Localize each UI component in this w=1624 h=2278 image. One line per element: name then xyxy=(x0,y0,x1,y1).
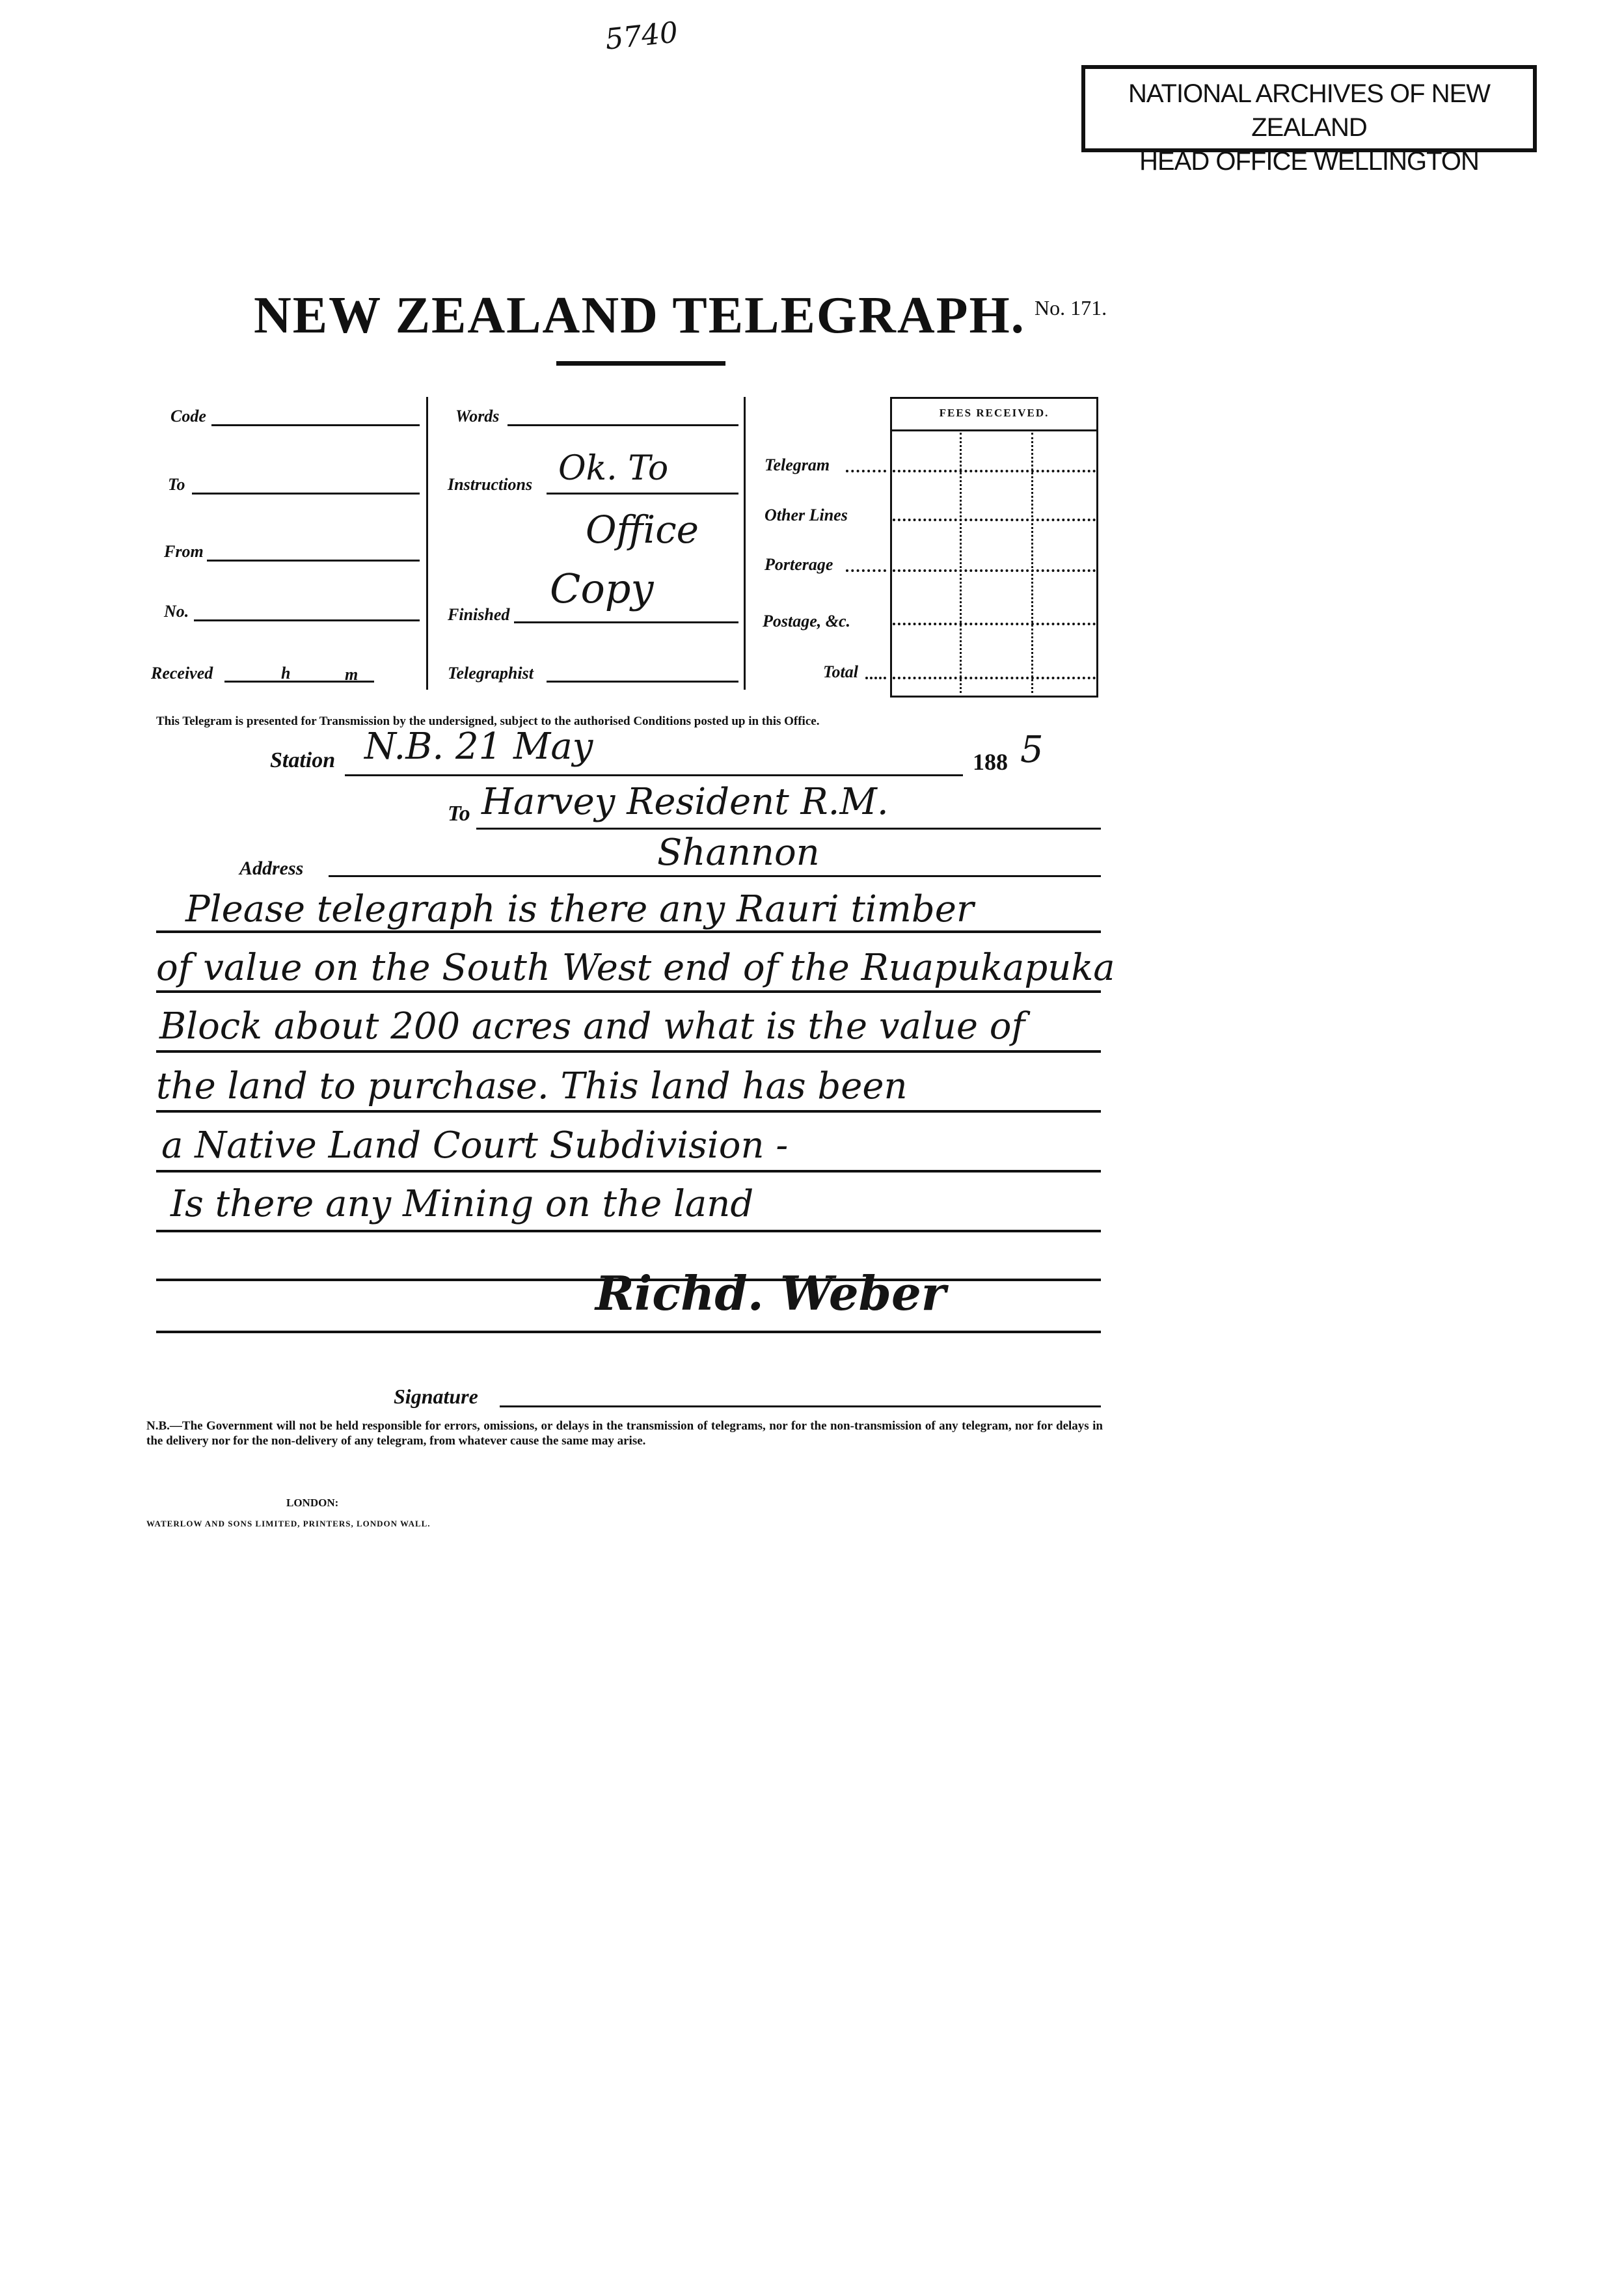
message-line xyxy=(156,1331,1101,1333)
to-label-top: To xyxy=(168,475,185,494)
no-field[interactable] xyxy=(194,619,420,621)
page-title: NEW ZEALAND TELEGRAPH. xyxy=(254,287,1025,344)
finished-label: Finished xyxy=(448,605,510,624)
fee-label-total: Total xyxy=(823,662,858,681)
from-field[interactable] xyxy=(207,560,420,562)
signature-label: Signature xyxy=(394,1385,478,1408)
received-h-label: h xyxy=(281,664,291,683)
message-line xyxy=(156,1050,1101,1053)
title-rule xyxy=(556,361,725,366)
fees-row-porterage xyxy=(893,569,1096,572)
message-line xyxy=(156,1230,1101,1232)
instructions-field[interactable] xyxy=(547,493,738,495)
office-handwriting: Office xyxy=(586,508,699,552)
fees-box xyxy=(890,397,1098,698)
telegraphist-field[interactable] xyxy=(547,681,738,683)
code-label: Code xyxy=(170,407,206,426)
disclaimer: N.B.—The Government will not be held responsible for errors, omissions, or delays in the transmission of telegrams, nor for the non-transmission of any telegram, nor for delays in the delivery nor for the non-delivery of any telegram, from whatever cause the same may arise. xyxy=(146,1419,1103,1448)
received-m-label: m xyxy=(345,665,359,684)
year-handwriting: 5 xyxy=(1020,729,1044,771)
address-label: Address xyxy=(239,858,304,879)
fee-label-porterage: Porterage xyxy=(765,555,833,574)
left-divider xyxy=(426,397,428,690)
addressee-handwriting: Harvey Resident R.M. xyxy=(481,781,889,823)
printer-name: WATERLOW AND SONS LIMITED, PRINTERS, LONDON WALL. xyxy=(146,1519,431,1528)
fees-row-postage xyxy=(893,623,1096,625)
fees-row-other-lines xyxy=(893,519,1096,521)
fee-leader-telegram xyxy=(846,470,886,472)
words-label: Words xyxy=(455,407,500,426)
no-label: No. xyxy=(164,602,189,621)
fee-leader-total xyxy=(865,677,886,679)
archives-stamp xyxy=(1081,65,1537,176)
instructions-handwriting: Ok. To xyxy=(558,449,669,488)
archive-mark: 5740 xyxy=(603,16,680,57)
instructions-label: Instructions xyxy=(448,475,533,494)
address-handwriting: Shannon xyxy=(657,832,820,874)
to-label: To xyxy=(448,802,470,826)
message-text-line: of value on the South West end of the Ruapukapuka xyxy=(156,947,1115,989)
message-line xyxy=(156,1170,1101,1173)
message-text-line: Please telegraph is there any Rauri timber xyxy=(185,888,974,930)
fee-label-postage: Postage, &c. xyxy=(763,612,851,631)
fees-heading: FEES RECEIVED. xyxy=(939,407,1049,419)
words-field[interactable] xyxy=(508,424,738,426)
fees-heading-rule xyxy=(890,429,1098,431)
to-field[interactable] xyxy=(476,828,1101,830)
fees-row-telegram xyxy=(893,470,1096,472)
message-text-line: the land to purchase. This land has been xyxy=(156,1065,908,1107)
message-line xyxy=(156,990,1101,993)
message-text-line: Block about 200 acres and what is the value of xyxy=(159,1005,1025,1048)
copy-handwriting: Copy xyxy=(550,565,654,612)
message-line xyxy=(156,1110,1101,1113)
fee-label-other-lines: Other Lines xyxy=(765,506,848,524)
station-label: Station xyxy=(270,748,336,772)
stamp-line-2: HEAD OFFICE WELLINGTON xyxy=(1139,147,1479,176)
from-label: From xyxy=(164,542,204,561)
signature-field[interactable] xyxy=(500,1405,1101,1407)
received-label: Received xyxy=(151,664,213,683)
stamp-line-1: NATIONAL ARCHIVES OF NEW ZEALAND xyxy=(1128,79,1491,142)
message-text-line: a Native Land Court Subdivision - xyxy=(161,1124,789,1167)
to-field-top[interactable] xyxy=(192,493,420,495)
telegraphist-label: Telegraphist xyxy=(448,664,534,683)
station-handwriting: N.B. 21 May xyxy=(364,725,593,768)
middle-divider xyxy=(744,397,746,690)
year-printed: 188 xyxy=(973,749,1008,775)
presented-notice: This Telegram is presented for Transmission by the undersigned, subject to the authorised Conditions posted up in this Office. xyxy=(156,714,820,728)
code-field[interactable] xyxy=(211,424,420,426)
printer-city: LONDON: xyxy=(286,1497,339,1509)
form-number: No. 171. xyxy=(1035,296,1107,319)
station-field[interactable] xyxy=(345,774,963,776)
fee-label-telegram: Telegram xyxy=(765,455,830,474)
message-line xyxy=(156,930,1101,933)
finished-field[interactable] xyxy=(514,621,738,623)
sender-signature: Richd. Weber xyxy=(595,1266,946,1321)
address-field[interactable] xyxy=(329,875,1101,877)
message-text-line: Is there any Mining on the land xyxy=(170,1183,754,1225)
fees-row-total xyxy=(893,677,1096,679)
fee-leader-porterage xyxy=(846,569,886,572)
